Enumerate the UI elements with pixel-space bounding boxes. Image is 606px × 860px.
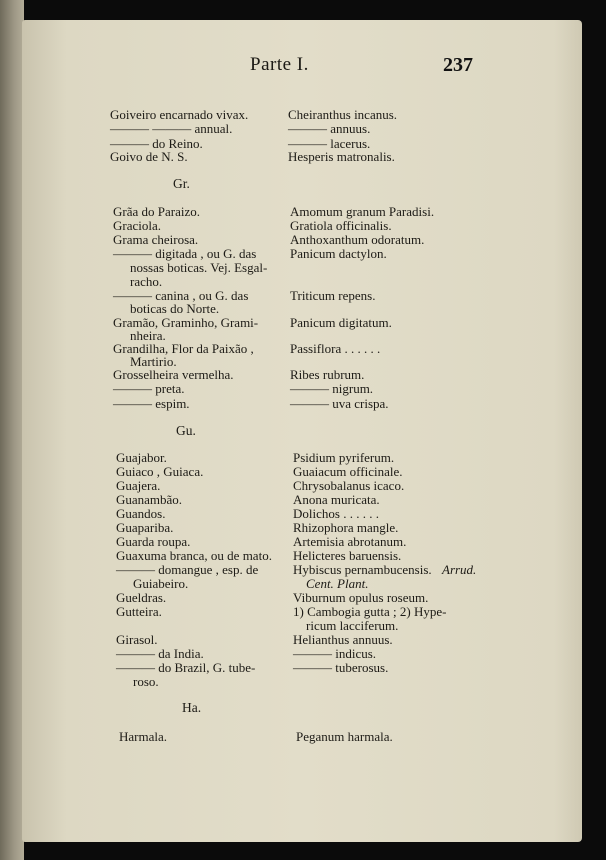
left-entry: Guanambão. [116,492,183,507]
right-entry: Viburnum opulus roseum. [293,590,429,605]
left-entry: Graciola. [113,218,162,233]
right-entry: Chrysobalanus icaco. [293,478,405,493]
left-entry: Goivo de N. S. [110,149,188,164]
section-heading: Gr. [173,176,190,191]
right-entry: 1) Cambogia gutta ; 2) Hype- [293,604,447,619]
right-entry: Peganum harmala. [296,729,393,744]
left-entry: Goiveiro encarnado vivax. [110,107,249,122]
right-entry: Hesperis matronalis. [288,149,395,164]
left-entry: Guajera. [116,478,161,493]
right-entry: Guaiacum officinale. [293,464,403,479]
left-entry: Guiabeiro. [133,576,189,591]
right-entry: Amomum granum Paradisi. [290,204,435,219]
right-entry: Gratiola officinalis. [290,218,392,233]
left-entry: Harmala. [119,729,168,744]
right-entry: ——— lacerus. [288,136,371,151]
left-entry: Guiaco , Guiaca. [116,464,204,479]
left-entry: Guarda roupa. [116,534,191,549]
right-entry: ——— uva crispa. [290,396,389,411]
left-entry: Grosselheira vermelha. [113,367,234,382]
left-entry: Grãa do Paraizo. [113,204,200,219]
left-entry: Gutteira. [116,604,162,619]
right-entry: Hybiscus pernambucensis. [293,562,432,577]
section-heading: Ha. [182,700,202,715]
right-entry: Anthoxanthum odoratum. [290,232,425,247]
left-entry: ——— ——— annual. [110,121,233,136]
left-page-edge [0,0,24,860]
left-entry: Girasol. [116,632,158,647]
left-entry: Guajabor. [116,450,167,465]
left-entry: roso. [133,674,159,689]
left-entry: ——— espim. [113,396,190,411]
left-entry: Guandos. [116,506,166,521]
right-entry: Rhizophora mangle. [293,520,399,535]
left-entry: ——— canina , ou G. das [113,288,249,303]
right-entry: Panicum digitatum. [290,315,392,330]
left-entry: Guapariba. [116,520,174,535]
right-entry: Ribes rubrum. [290,367,365,382]
left-entry: nheira. [130,328,166,343]
right-entry: Passiflora . . . . . . [290,341,381,356]
left-entry: ——— domangue , esp. de [116,562,259,577]
right-entry: Helicteres baruensis. [293,548,402,563]
left-entry: ——— do Brazil, G. tube- [116,660,256,675]
left-entry: Grama cheirosa. [113,232,199,247]
right-entry: Dolichos . . . . . . [293,506,379,521]
left-entry: Martirio. [130,354,177,369]
left-entry: ——— digitada , ou G. das [113,246,257,261]
left-entry: racho. [130,274,163,289]
page-header [0,54,606,84]
right-entry: ——— annuus. [288,121,371,136]
left-entry: Grandilha, Flor da Paixão , [113,341,254,356]
right-entry: Anona muricata. [293,492,380,507]
left-entry: nossas boticas. Vej. Esgal- [130,260,268,275]
left-entry: ——— do Reino. [110,136,203,151]
section-heading: Gu. [176,423,196,438]
citation-abbr: Cent. Plant. [306,576,369,591]
right-entry: ricum lacciferum. [306,618,399,633]
left-entry: ——— da India. [116,646,204,661]
right-entry: Triticum repens. [290,288,376,303]
right-entry: Cheiranthus incanus. [288,107,398,122]
right-entry: Artemisia abrotanum. [293,534,407,549]
right-entry: ——— nigrum. [290,381,374,396]
citation-abbr: Arrud. [442,562,477,577]
left-entry: Guaxuma branca, ou de mato. [116,548,272,563]
left-entry: Gueldras. [116,590,167,605]
left-entry: Gramão, Graminho, Grami- [113,315,259,330]
left-entry: boticas do Norte. [130,301,220,316]
right-entry: Helianthus annuus. [293,632,393,647]
running-head: Parte I. [250,54,309,75]
right-entry: Psidium pyriferum. [293,450,395,465]
left-entry: ——— preta. [113,381,185,396]
right-entry: ——— indicus. [293,646,377,661]
right-entry: ——— tuberosus. [293,660,389,675]
page-number: 237 [443,54,473,76]
right-entry: Panicum dactylon. [290,246,387,261]
